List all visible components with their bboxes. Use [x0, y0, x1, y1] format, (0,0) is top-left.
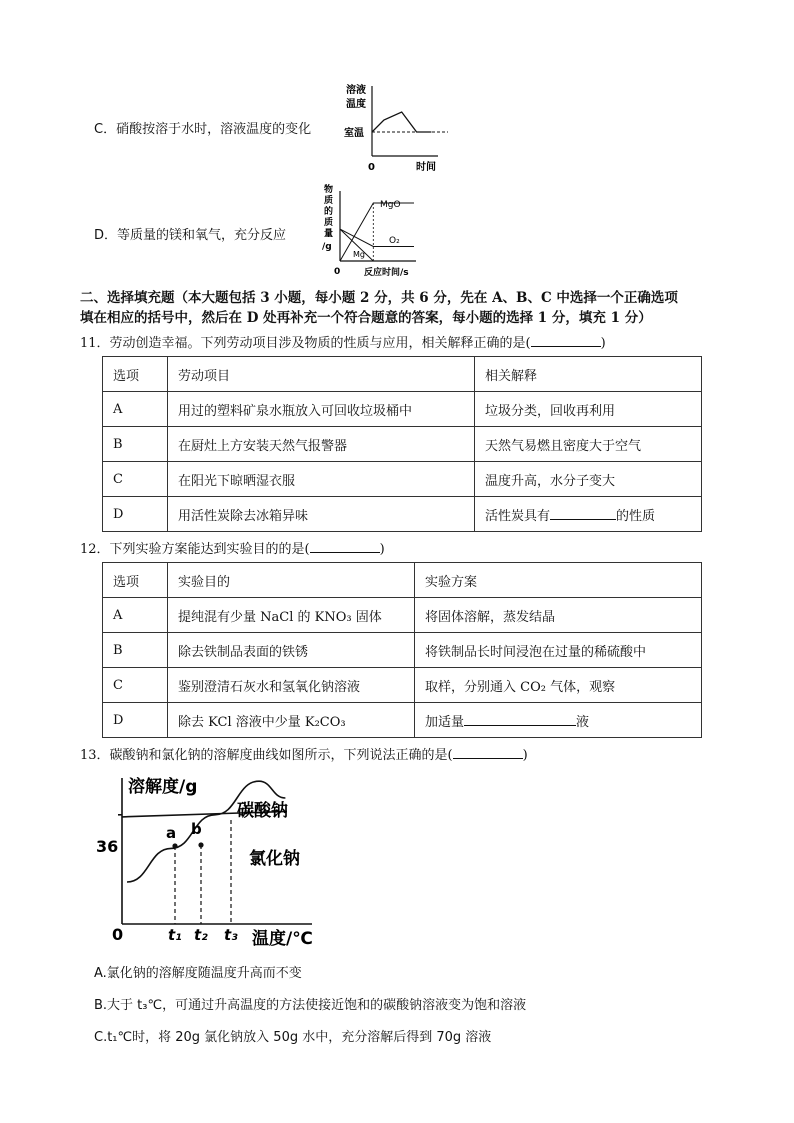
q11-header-option: 选项 — [103, 357, 168, 392]
q11-cell-project: 在厨灶上方安装天然气报警器 — [168, 427, 475, 462]
table-row — [103, 462, 702, 497]
table-row — [103, 427, 702, 462]
q10-option-c-chart — [338, 80, 450, 176]
q13-x-tick-t1: t₁ — [168, 926, 182, 944]
q10-option-d-chart — [318, 183, 418, 279]
d-series-line-0 — [340, 203, 414, 261]
d-ylabel-2: 质 — [324, 196, 334, 206]
q11-stem-end: ) — [600, 336, 606, 351]
c-ylabel-1: 溶液 — [346, 85, 366, 96]
q12-cell-purpose: 除去 KCl 溶液中少量 K₂CO₃ — [168, 703, 415, 738]
q11-cell-explanation: 天然气易燃且密度大于空气 — [475, 427, 702, 462]
c-xlabel: 时间 — [416, 162, 436, 173]
q13-option-c: C.t₁℃时，将 20g 氯化钠放入 50g 水中，充分溶解后得到 70g 溶液 — [94, 1030, 492, 1045]
q11-answer-blank[interactable] — [531, 334, 601, 347]
q13-option-b: B.大于 t₃℃，可通过升高温度的方法使接近饱和的碳酸钠溶液变为饱和溶液 — [94, 998, 527, 1013]
q13-point-a-label: a — [166, 824, 177, 842]
q11-stem — [80, 332, 606, 351]
q13-origin: 0 — [112, 925, 124, 944]
d-ylabel-6: /g — [322, 242, 332, 252]
q12-header-plan: 实验方案 — [415, 563, 702, 598]
q12-cell-option: A — [103, 598, 168, 633]
q13-ylabel: 溶解度/g — [128, 777, 198, 797]
q13-xlabel: 温度/℃ — [252, 929, 313, 949]
q11-header-explanation: 相关解释 — [475, 357, 702, 392]
q12-header-purpose: 实验目的 — [168, 563, 415, 598]
q10-option-d-text: D．等质量的镁和氧气，充分反应 — [94, 228, 287, 243]
c-series-line — [372, 112, 431, 132]
c-room-temp-label: 室温 — [344, 128, 364, 139]
q12-cell-plan: 将铁制品长时间浸泡在过量的稀硫酸中 — [415, 633, 702, 668]
q12-cell-option: B — [103, 633, 168, 668]
d-series-line-2 — [340, 229, 414, 261]
q13-option-a: A.氯化钠的溶解度随温度升高而不变 — [94, 966, 302, 981]
q12-stem-text: 12．下列实验方案能达到实验目的的是( — [80, 542, 310, 557]
q13-stem-text: 13．碳酸钠和氯化钠的溶解度曲线如图所示，下列说法正确的是( — [80, 748, 453, 763]
q12-stem-end: ) — [379, 542, 385, 557]
d-ylabel-1: 物 — [324, 185, 334, 195]
q11-d-suffix: 的性质 — [616, 508, 656, 524]
q11-cell-option: D — [103, 497, 168, 532]
section2-heading-line2: 填在相应的括号中，然后在 D 处再补充一个符合题意的答案，每小题的选择 1 分，填充 1 分） — [80, 310, 652, 326]
d-ylabel-5: 量 — [324, 229, 334, 239]
q13-x-tick-t2: t₂ — [194, 926, 208, 944]
q13-intersection-point-b — [198, 842, 203, 847]
q13-answer-blank[interactable] — [453, 746, 523, 759]
table-row — [103, 497, 702, 532]
q11-cell-explanation: 垃圾分类，回收再利用 — [475, 392, 702, 427]
q11-d-prefix: 活性炭具有 — [485, 508, 551, 524]
q11-cell-project: 用过的塑料矿泉水瓶放入可回收垃圾桶中 — [168, 392, 475, 427]
section2-heading-line1: 二、选择填充题（本大题包括 3 小题，每小题 2 分，共 6 分，先在 A、B、C 中选择一个正确选项 — [80, 290, 678, 306]
q12-table — [102, 562, 702, 738]
q12-cell-plan — [415, 703, 702, 738]
c-origin: 0 — [368, 162, 375, 173]
q11-cell-explanation: 温度升高，水分子变大 — [475, 462, 702, 497]
q12-cell-option: D — [103, 703, 168, 738]
q12-d-prefix: 加适量 — [425, 714, 465, 730]
q13-stem-end: ) — [522, 748, 528, 763]
q13-intersection-point-a — [172, 843, 177, 848]
q11-table — [102, 356, 702, 532]
q13-solubility-chart — [92, 768, 332, 954]
q12-cell-option: C — [103, 668, 168, 703]
c-ylabel-2: 温度 — [346, 99, 366, 110]
d-label-mgo: MgO — [380, 200, 401, 210]
table-row — [103, 668, 702, 703]
q10-option-c-text: C．硝酸按溶于水时，溶液温度的变化 — [94, 122, 312, 137]
d-series-group — [340, 203, 414, 261]
q13-label-na2co3: 碳酸钠 — [237, 801, 288, 821]
table-row — [103, 392, 702, 427]
q11-cell-option: B — [103, 427, 168, 462]
q12-cell-purpose: 提纯混有少量 NaCl 的 KNO₃ 固体 — [168, 598, 415, 633]
q13-label-nacl: 氯化钠 — [249, 849, 300, 869]
table-row — [103, 563, 702, 598]
q11-cell-explanation — [475, 497, 702, 532]
q11-d-fill-blank[interactable] — [550, 507, 616, 520]
d-label-mg: Mg — [353, 250, 365, 259]
q13-point-b-label: b — [191, 820, 202, 838]
d-ylabel-3: 的 — [324, 207, 334, 217]
q12-cell-purpose: 除去铁制品表面的铁锈 — [168, 633, 415, 668]
q12-cell-purpose: 鉴别澄清石灰水和氢氧化钠溶液 — [168, 668, 415, 703]
q12-stem — [80, 538, 385, 557]
d-series-line-1 — [340, 229, 414, 246]
q12-d-suffix: 液 — [576, 714, 590, 730]
q12-d-fill-blank[interactable] — [464, 713, 576, 726]
q13-y-tick-36: 36 — [96, 837, 119, 856]
table-row — [103, 633, 702, 668]
q12-answer-blank[interactable] — [310, 540, 380, 553]
q13-stem — [80, 744, 528, 763]
q11-stem-text: 11．劳动创造幸福。下列劳动项目涉及物质的性质与应用，相关解释正确的是( — [80, 336, 531, 351]
q13-x-tick-t3: t₃ — [224, 926, 238, 944]
d-label-o2: O₂ — [389, 236, 400, 246]
q11-header-project: 劳动项目 — [168, 357, 475, 392]
q11-cell-project: 用活性炭除去冰箱异味 — [168, 497, 475, 532]
q12-cell-plan: 将固体溶解，蒸发结晶 — [415, 598, 702, 633]
q11-cell-option: A — [103, 392, 168, 427]
table-row — [103, 703, 702, 738]
table-row — [103, 357, 702, 392]
d-origin: 0 — [334, 267, 341, 277]
q11-cell-project: 在阳光下晾晒湿衣服 — [168, 462, 475, 497]
q12-header-option: 选项 — [103, 563, 168, 598]
table-row — [103, 598, 702, 633]
d-xlabel: 反应时间/s — [364, 268, 409, 278]
d-ylabel-4: 质 — [324, 218, 334, 228]
q12-cell-plan: 取样，分别通入 CO₂ 气体，观察 — [415, 668, 702, 703]
q11-cell-option: C — [103, 462, 168, 497]
